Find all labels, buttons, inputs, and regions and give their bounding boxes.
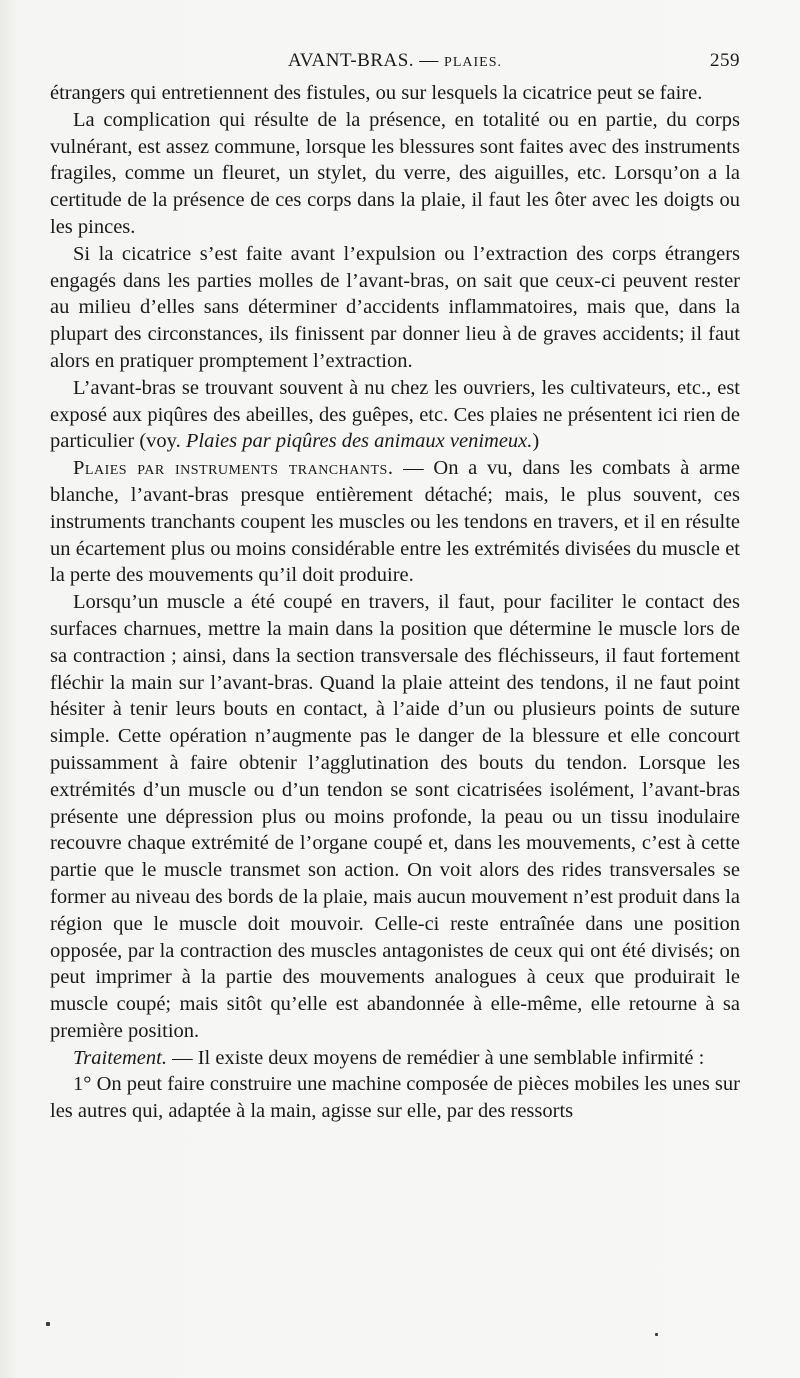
paragraph-4-text-b: ): [532, 430, 540, 453]
speck-mark: [46, 1322, 50, 1326]
paragraph-7: [50, 1045, 740, 1072]
paragraph-3: Si la cicatrice s’est faite avant l’expulsion ou l’extraction des corps étrangers engagés dans les parties molles de l’avant-bras, on sait que ceux-ci peuvent rester au milieu d’elles sans déterminer d’accidents inflammatoires, mais que, dans la plupart des circonstances, ils finissent par donner lieu à de graves accidents; il faut alors en pratiquer promptement l’extraction.: [50, 242, 740, 372]
paragraph-4-text-a: L’avant-bras se trouvant souvent à nu chez les ouvriers, les cultivateurs, etc., est exposé aux piqûres des abeilles, des guêpes, etc. Ces plaies ne présentent ici rien de particulier (voy.: [50, 376, 740, 453]
paragraph-4: [50, 375, 740, 455]
section-heading-traitement: Traitement.: [73, 1046, 167, 1069]
paragraph-5: [50, 455, 740, 589]
header-title-sub: PLAIES.: [444, 55, 502, 70]
body-text: [50, 80, 740, 1125]
paragraph-7-text: — Il existe deux moyens de remédier à une semblable infirmité :: [166, 1046, 705, 1069]
header-title-main: AVANT-BRAS. —: [287, 50, 445, 71]
paragraph-6: Lorsqu’un muscle a été coupé en travers, il faut, pour faciliter le contact des surfaces charnues, mettre la main dans la position que détermine le muscle lors de sa contraction ; ainsi, dans la section transversale des fléchisseurs, il faut fortement fléchir la main sur l’avant-bras. Quand la plaie atteint des tendons, il ne faut point hésiter à tenir leurs bouts en contact, à l’aide d’un ou plusieurs points de suture simple. Cette opération n’augmente pas le danger de la blessure et elle concourt puissamment à faire obtenir l’agglutination des bouts du tendon. Lorsque les extrémités d’un muscle ou d’un tendon se sont cicatrisées isolément, l’avant-bras présente une dépression plus ou moins profonde, la peau ou un tissu inodulaire recouvre chaque extrémité de l’organe coupé et, dans les mouvements, c’est à cette partie que le muscle transmet son action. On voit alors des rides transversales se former au niveau des bords de la plaie, mais aucun mouvement n’est produit dans la région que le muscle doit mouvoir. Celle-ci reste entraînée dans une position opposée, par la contraction des muscles antagonistes de ceux qui ont été divisés; on peut imprimer à la partie des mouvements analogues à ceux que produirait le muscle coupé; mais sitôt qu’elle est abandonnée à elle-même, elle retourne à sa première position.: [50, 591, 740, 1042]
section-heading-plaies: Plaies par instruments tranchants.: [73, 457, 394, 480]
running-title: [50, 50, 740, 72]
paragraph-5-text: — On a vu, dans les combats à arme blanche, l’avant-bras presque entièrement détaché; mais, le plus souvent, ces instruments tranchants coupent les muscles ou les tendons en travers, et il en résulte un écartement plus ou moins considérable entre les extrémités divisées du muscle et la perte des mouvements qu’il doit produire.: [50, 457, 741, 587]
paragraph-8: 1° On peut faire construire une machine composée de pièces mobiles les unes sur les autres qui, adaptée à la main, agisse sur elle, par des ressorts: [50, 1073, 740, 1123]
paragraph-1: étrangers qui entretiennent des fistules, ou sur lesquels la cicatrice peut se faire.: [50, 82, 703, 104]
paragraph-2: La complication qui résulte de la présence, en totalité ou en partie, du corps vulnérant, est assez commune, lorsque les blessures sont faites avec des instruments fragiles, comme un fleuret, un stylet, du verre, des aiguilles, etc. Lorsqu’on a la certitude de la présence de ces corps dans la plaie, il faut les ôter avec les doigts ou les pinces.: [50, 108, 740, 238]
running-header: [50, 50, 740, 74]
paragraph-4-italic: Plaies par piqûres des animaux venimeux.: [185, 430, 533, 453]
page-number: 259: [710, 50, 740, 71]
speck-mark: [655, 1333, 658, 1336]
